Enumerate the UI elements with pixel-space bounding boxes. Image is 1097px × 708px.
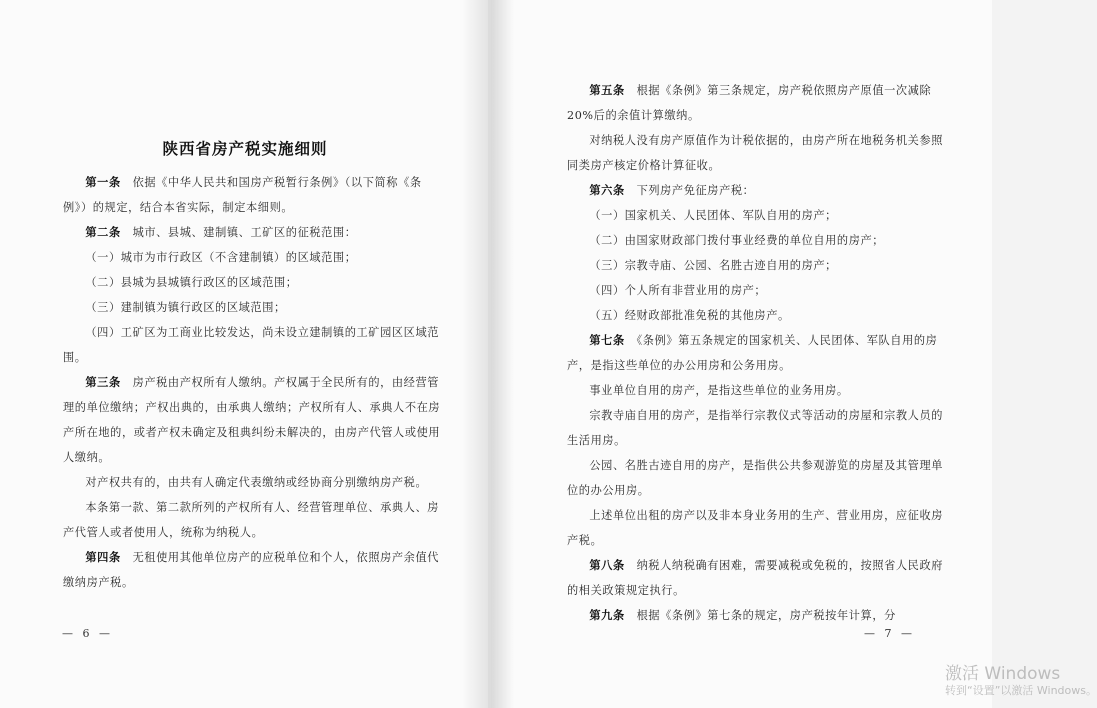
paragraph: （三）宗教寺庙、公园、名胜古迹自用的房产； <box>589 259 837 272</box>
paragraph: （二）由国家财政部门拨付事业经费的单位自用的房产； <box>589 234 885 247</box>
paragraph: （一）城市为市行政区（不含建制镇）的区域范围； <box>85 251 357 264</box>
paragraph: 第八条 纳税人纳税确有困难，需要减税或免税的，按照省人民政府的相关政策规定执行。 <box>567 559 944 597</box>
paragraph: 本条第一款、第二款所列的产权所有人、经营管理单位、承典人、房产代管人或者使用人，统称为纳税人。 <box>63 501 440 539</box>
article-heading: 第五条 <box>589 84 625 97</box>
paragraph: 第二条 城市、县城、建制镇、工矿区的征税范围： <box>85 226 357 239</box>
paragraph: 宗教寺庙自用的房产，是指举行宗教仪式等活动的房屋和宗教人员的生活用房。 <box>567 409 944 447</box>
right-gutter-shadow <box>490 0 514 708</box>
paragraph: 公园、名胜古迹自用的房产，是指供公共参观游览的房屋及其管理单位的办公用房。 <box>567 459 944 497</box>
article-heading: 第八条 <box>589 559 625 572</box>
activation-watermark <box>945 664 1097 698</box>
paragraph: 对纳税人没有房产原值作为计税依据的，由房产所在地税务机关参照同类房产核定价格计算征收。 <box>567 134 944 172</box>
watermark-line-2: 转到“设置”以激活 Windows。 <box>945 684 1097 697</box>
paragraph: 第四条 无租使用其他单位房产的应税单位和个人，依照房产余值代缴纳房产税。 <box>63 551 440 589</box>
article-heading: 第六条 <box>589 184 625 197</box>
paragraph: 第九条 根据《条例》第七条的规定，房产税按年计算，分 <box>589 609 896 622</box>
left-page <box>0 0 490 708</box>
article-heading: 第一条 <box>85 176 121 189</box>
article-heading: 第二条 <box>85 226 121 239</box>
paragraph: （四）个人所有非营业用的房产； <box>589 284 767 297</box>
article-heading: 第四条 <box>85 551 121 564</box>
paragraph: （二）县城为县城镇行政区的区域范围； <box>85 276 298 289</box>
left-gutter-shadow <box>462 0 490 708</box>
paragraph: （四）工矿区为工商业比较发达，尚未设立建制镇的工矿园区区域范围。 <box>63 326 440 364</box>
watermark-line-1: 激活 Windows <box>945 664 1061 684</box>
paragraph: （三）建制镇为镇行政区的区域范围； <box>85 301 286 314</box>
page-number-right: — 7 — <box>864 627 915 640</box>
article-heading: 第七条 <box>589 334 625 347</box>
paragraph: 对产权共有的，由共有人确定代表缴纳或经协商分别缴纳房产税。 <box>85 476 428 489</box>
paragraph: 事业单位自用的房产，是指这些单位的业务用房。 <box>589 384 849 397</box>
paragraph: 第七条 《条例》第五条规定的国家机关、人民团体、军队自用的房产，是指这些单位的办公用房和公务用房。 <box>567 334 938 372</box>
book-gutter <box>488 0 491 708</box>
article-heading: 第九条 <box>589 609 625 622</box>
paragraph: 第一条 依据《中华人民共和国房产税暂行条例》（以下简称《条例》）的规定，结合本省实际，制定本细则。 <box>63 176 422 214</box>
paragraph: 第三条 房产税由产权所有人缴纳。产权属于全民所有的，由经营管理的单位缴纳；产权出典的，由承典人缴纳；产权所有人、承典人不在房产所在地的，或者产权未确定及租典纠纷未解决的，由房产代管人或使用人缴纳。 <box>63 376 441 464</box>
paragraph: 第五条 根据《条例》第三条规定，房产税依照房产原值一次减除20%后的余值计算缴纳。 <box>567 84 932 122</box>
page-number-left: — 6 — <box>62 627 113 640</box>
paragraph: 第六条 下列房产免征房产税： <box>589 184 755 197</box>
paragraph: 上述单位出租的房产以及非本身业务用的生产、营业用房，应征收房产税。 <box>567 509 944 547</box>
article-heading: 第三条 <box>85 376 121 389</box>
paragraph: （五）经财政部批准免税的其他房产。 <box>589 309 790 322</box>
document-title: 陕西省房产税实施细则 <box>162 140 328 158</box>
right-page-body <box>567 78 952 628</box>
left-page-body <box>63 170 441 595</box>
paragraph: （一）国家机关、人民团体、军队自用的房产； <box>589 209 837 222</box>
